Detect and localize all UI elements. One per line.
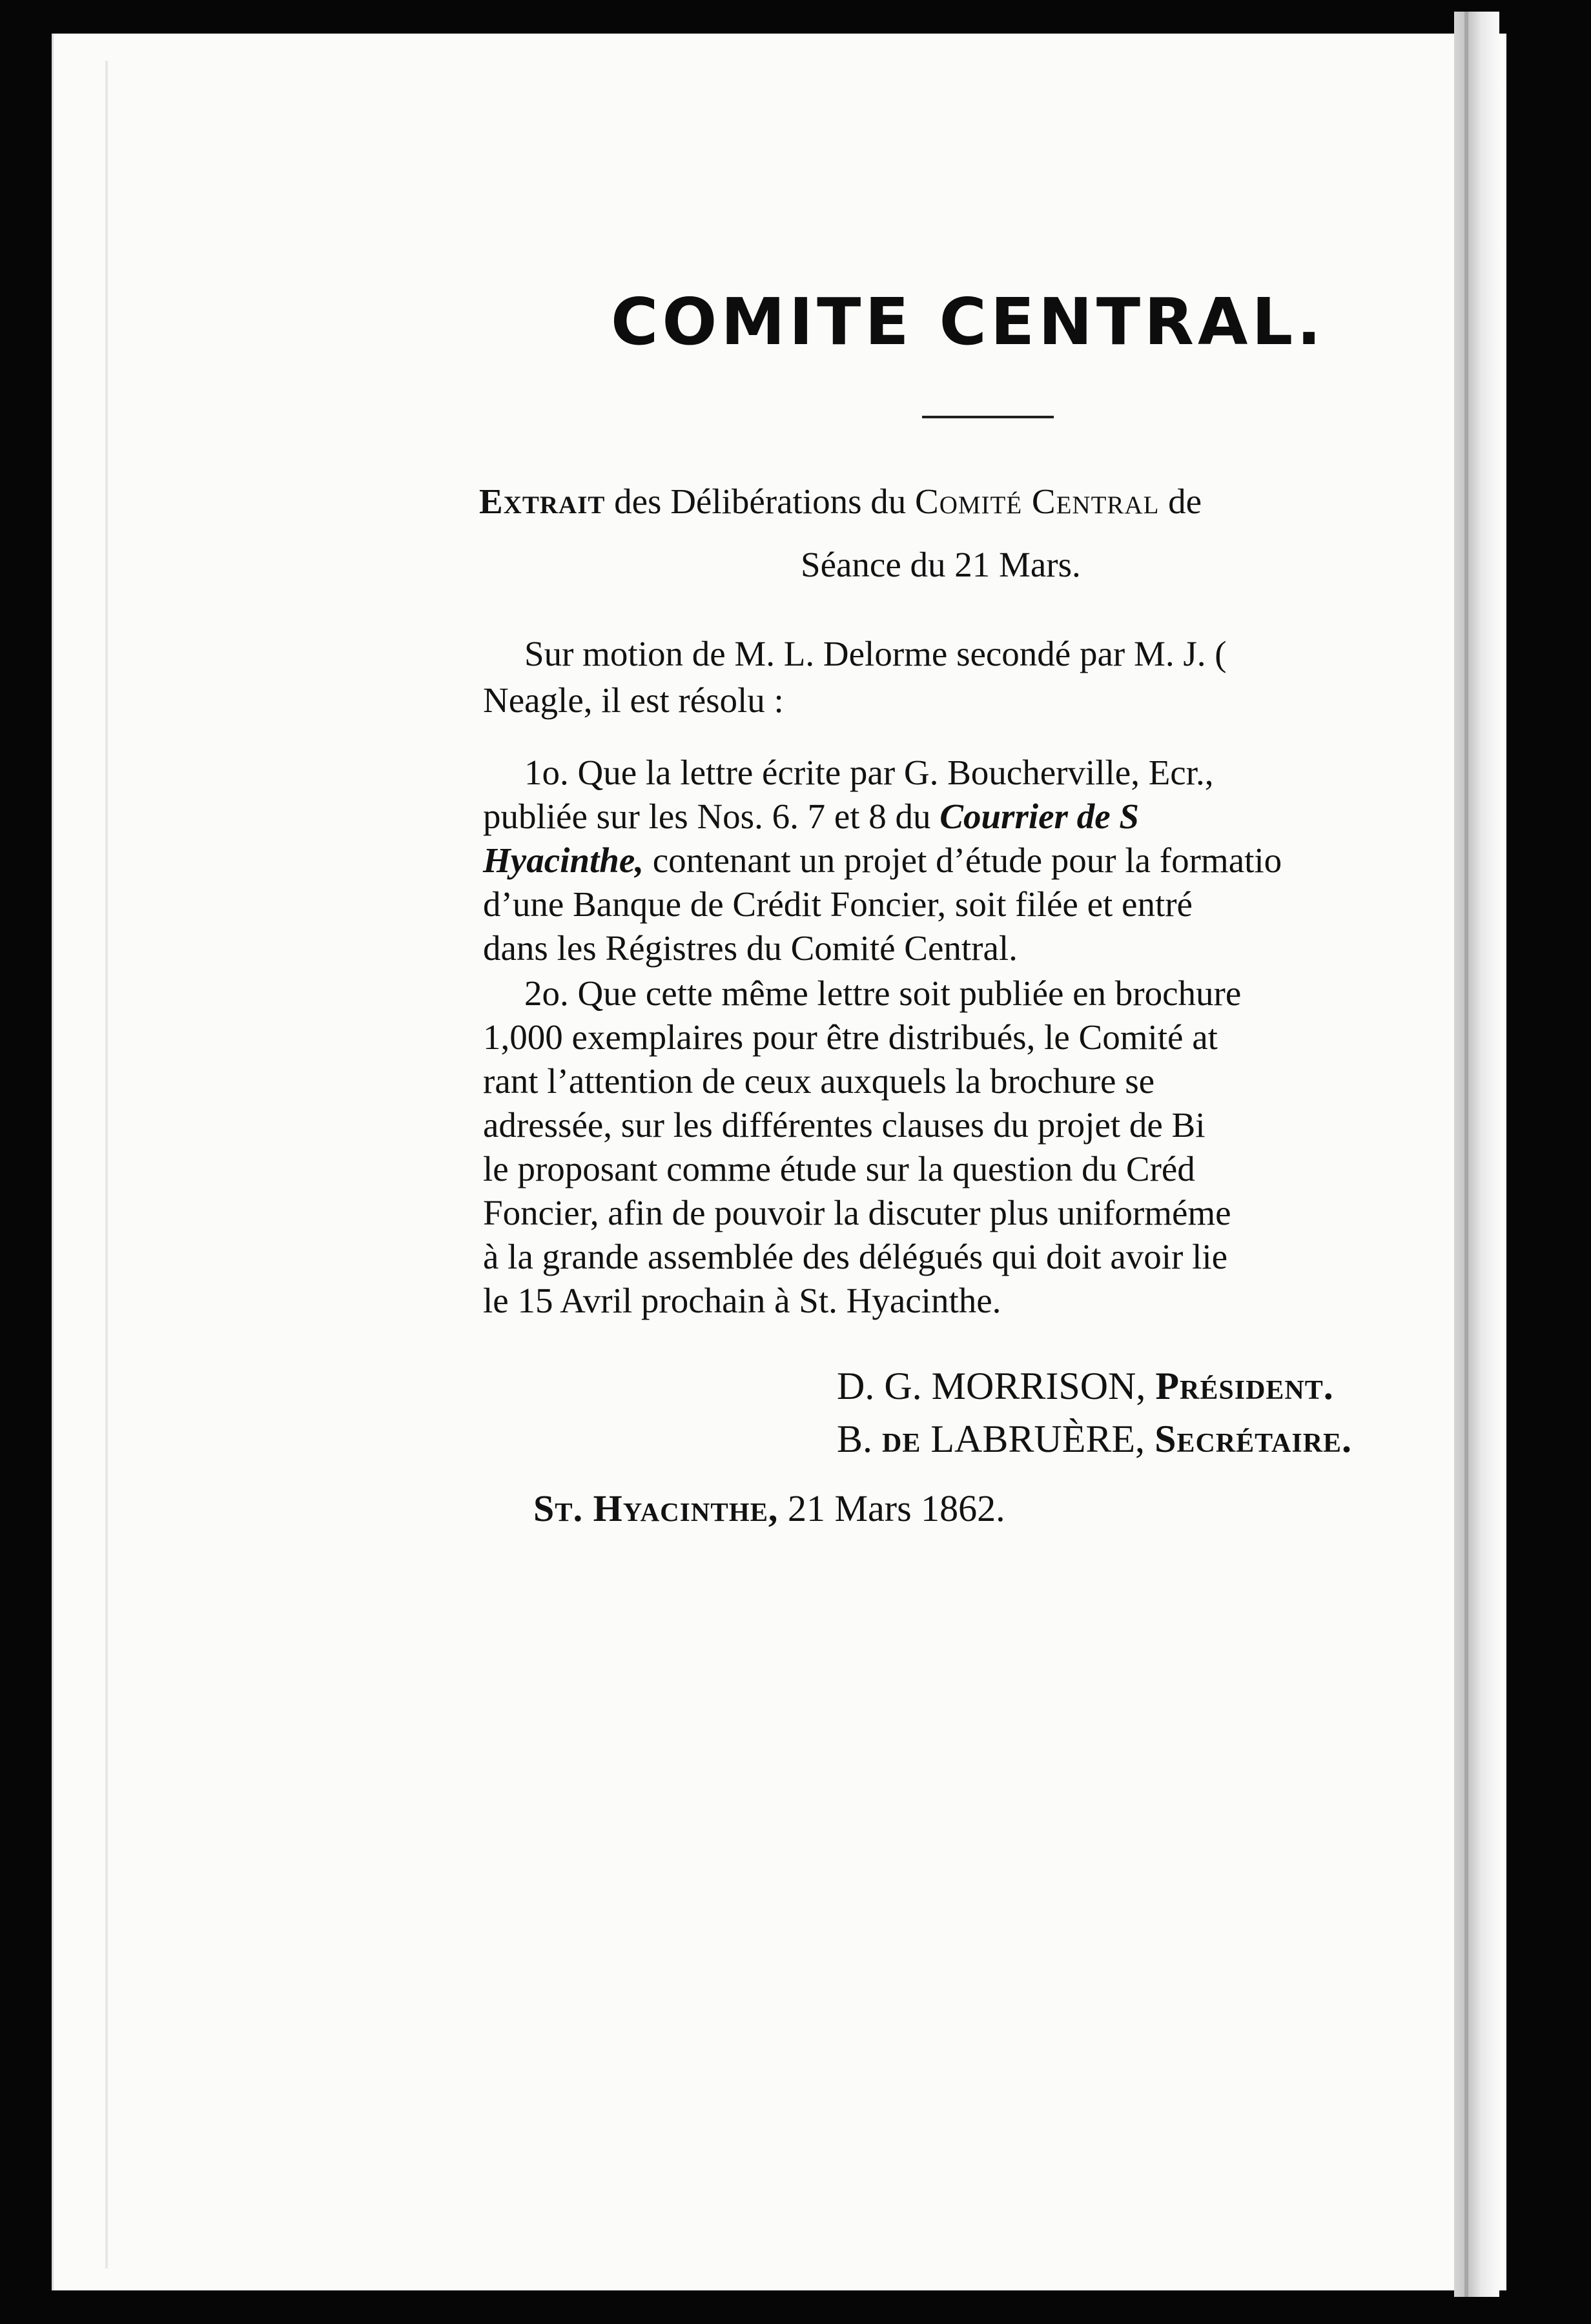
comite-central-label: Comité Central [915, 482, 1160, 521]
president-role: Président. [1155, 1365, 1334, 1407]
item1-line-1: 1o. Que la lettre écrite par G. Boucherville, Ecr., [524, 753, 1214, 792]
president-name: D. G. MORRISON, [837, 1365, 1146, 1407]
item2-line-3: rant l’attention de ceux auxquels la brochure se [483, 1061, 1155, 1101]
deliberations-text: des Délibérations du [614, 482, 907, 521]
item2-line-1: 2o. Que cette même lettre soit publiée en brochure [524, 973, 1242, 1013]
item1-line-2-text: publiée sur les Nos. 6. 7 et 8 du [483, 797, 931, 836]
motion-line-2: Neagle, il est résolu : [483, 680, 784, 720]
place-name: St. Hyacinthe, [533, 1487, 779, 1529]
item2-line-6: Foncier, afin de pouvoir la discuter plus uniforméme [483, 1193, 1231, 1232]
newspaper-name-part1: Courrier de S [939, 797, 1139, 836]
secretary-name: LABRUÈRE, [930, 1418, 1145, 1460]
extrait-label: Extrait [479, 482, 606, 521]
item2-line-8: le 15 Avril prochain à St. Hyacinthe. [483, 1281, 1001, 1320]
title-divider [922, 416, 1054, 418]
secretary-role: Secrétaire. [1155, 1418, 1353, 1460]
signature-secretary [837, 1416, 1352, 1462]
secretary-initial: B. [837, 1418, 873, 1460]
item2-line-2: 1,000 exemplaires pour être distribués, le Comité at [483, 1017, 1218, 1057]
item1-line-4: d’une Banque de Crédit Foncier, soit filée et entré [483, 884, 1193, 924]
newspaper-name-part2: Hyacinthe, [483, 841, 644, 880]
item1-line-5: dans les Régistres du Comité Central. [483, 928, 1018, 968]
place-date-line [533, 1486, 1005, 1531]
gutter-shadow [1464, 12, 1468, 2297]
de-text: de [1168, 482, 1202, 521]
item1-line-3-text: contenant un projet d’étude pour la formatio [652, 841, 1282, 880]
item1-line-3 [483, 838, 1282, 883]
page-title: COMITE CENTRAL. [611, 284, 1326, 360]
secretary-particle: de [882, 1418, 921, 1460]
seance-line: Séance du 21 Mars. [801, 545, 1081, 584]
date-text: 21 Mars 1862. [787, 1487, 1005, 1529]
signature-president [837, 1363, 1334, 1409]
item2-line-7: à la grande assemblée des délégués qui doit avoir lie [483, 1237, 1228, 1276]
item2-line-5: le proposant comme étude sur la question du Créd [483, 1149, 1195, 1188]
extract-header-line [479, 479, 1202, 524]
motion-line-1: Sur motion de M. L. Delorme secondé par M. J. ( [524, 634, 1227, 673]
item1-line-2 [483, 794, 1139, 839]
item2-line-4: adressée, sur les différentes clauses du projet de Bi [483, 1105, 1206, 1145]
